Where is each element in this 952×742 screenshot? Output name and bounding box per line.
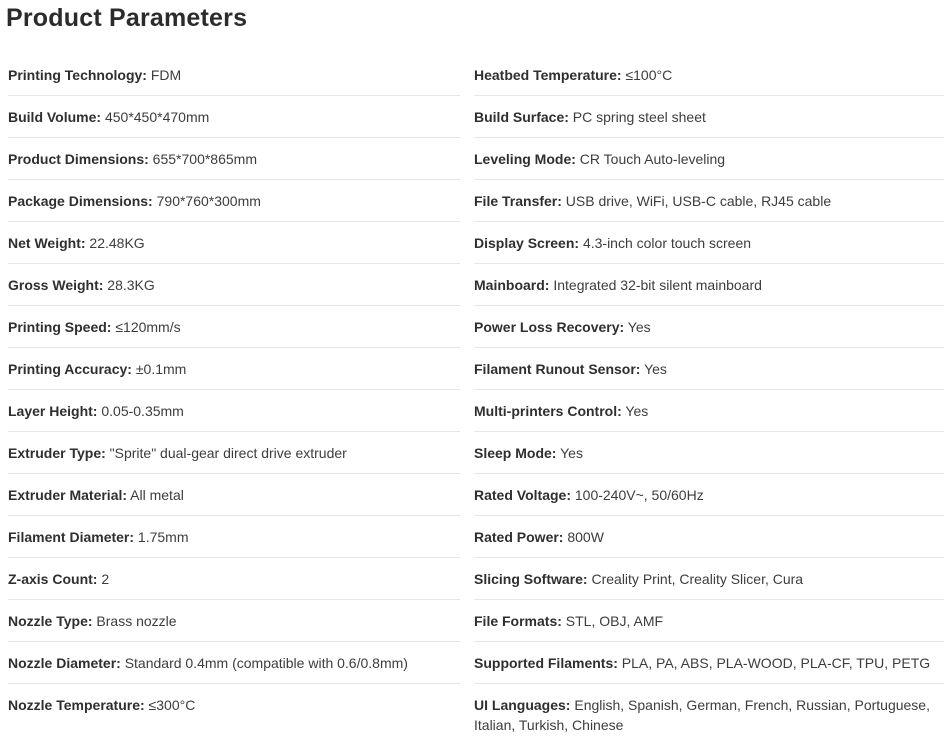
parameter-label: Gross Weight:	[8, 277, 104, 293]
table-row	[0, 264, 952, 306]
parameter-label: Layer Height:	[8, 403, 98, 419]
parameter-cell-right	[474, 516, 944, 558]
parameter-label: Build Surface:	[474, 109, 569, 125]
parameter-label: Nozzle Temperature:	[8, 697, 145, 713]
parameter-label: Multi-printers Control:	[474, 403, 622, 419]
parameter-label: Z-axis Count:	[8, 571, 98, 587]
parameter-label: Sleep Mode:	[474, 445, 557, 461]
parameter-cell-right	[474, 642, 944, 684]
parameter-label: Build Volume:	[8, 109, 102, 125]
parameter-value: 22.48KG	[85, 235, 145, 251]
parameter-label: Extruder Type:	[8, 445, 106, 461]
table-row	[0, 138, 952, 180]
parameter-label: Supported Filaments:	[474, 655, 618, 671]
parameter-cell-right	[474, 684, 944, 733]
parameter-label: Net Weight:	[8, 235, 86, 251]
parameter-label: Power Loss Recovery:	[474, 319, 625, 335]
table-row	[0, 600, 952, 642]
parameter-cell-right	[474, 390, 944, 432]
parameter-label: Extruder Material:	[8, 487, 128, 503]
parameter-cell-left	[8, 642, 460, 684]
parameter-value: 450*450*470mm	[101, 109, 210, 125]
parameter-cell-right	[474, 432, 944, 474]
parameter-cell-left	[8, 222, 460, 264]
parameter-label: Display Screen:	[474, 235, 580, 251]
parameter-value: Yes	[556, 445, 583, 461]
parameter-cell-left	[8, 558, 460, 600]
parameter-value: 800W	[563, 529, 604, 545]
parameter-value: Standard 0.4mm (compatible with 0.6/0.8mm)	[120, 655, 408, 671]
table-row	[0, 642, 952, 684]
parameter-value: All metal	[127, 487, 184, 503]
parameter-value: ≤100°C	[621, 67, 673, 83]
parameter-value: 790*760*300mm	[152, 193, 261, 209]
parameter-cell-right	[474, 54, 944, 96]
parameter-value: Creality Print, Creality Slicer, Cura	[587, 571, 804, 587]
table-row	[0, 390, 952, 432]
parameter-value: Yes	[624, 319, 651, 335]
parameter-value: 100-240V~, 50/60Hz	[570, 487, 704, 503]
parameter-value: FDM	[146, 67, 182, 83]
parameter-cell-right	[474, 222, 944, 264]
table-row	[0, 474, 952, 516]
parameter-value: USB drive, WiFi, USB-C cable, RJ45 cable	[561, 193, 832, 209]
parameter-value: 655*700*865mm	[148, 151, 257, 167]
parameter-label: Slicing Software:	[474, 571, 588, 587]
parameter-value: "Sprite" dual-gear direct drive extruder	[105, 445, 347, 461]
parameter-label: Nozzle Type:	[8, 613, 93, 629]
table-row	[0, 180, 952, 222]
parameter-cell-left	[8, 96, 460, 138]
parameter-cell-right	[474, 348, 944, 390]
table-row	[0, 222, 952, 264]
parameter-value: Yes	[621, 403, 649, 419]
parameter-value: 2	[97, 571, 110, 587]
parameter-cell-left	[8, 390, 460, 432]
parameter-value: STL, OBJ, AMF	[561, 613, 664, 629]
parameter-label: Product Dimensions:	[8, 151, 149, 167]
parameter-cell-right	[474, 474, 944, 516]
parameters-table	[0, 54, 952, 733]
parameter-cell-left	[8, 54, 460, 96]
parameter-value: 1.75mm	[134, 529, 189, 545]
parameter-value: PC spring steel sheet	[568, 109, 706, 125]
parameter-cell-right	[474, 558, 944, 600]
parameter-value: PLA, PA, ABS, PLA-WOOD, PLA-CF, TPU, PETG	[617, 655, 931, 671]
parameter-value: 4.3-inch color touch screen	[579, 235, 752, 251]
parameter-label: Filament Runout Sensor:	[474, 361, 641, 377]
table-row	[0, 516, 952, 558]
parameter-cell-left	[8, 432, 460, 474]
parameter-label: File Formats:	[474, 613, 562, 629]
parameter-label: Heatbed Temperature:	[474, 67, 622, 83]
parameter-label: Printing Technology:	[8, 67, 147, 83]
table-row	[0, 558, 952, 600]
parameter-cell-right	[474, 600, 944, 642]
table-row	[0, 432, 952, 474]
parameter-value: Integrated 32-bit silent mainboard	[549, 277, 762, 293]
parameter-value: 28.3KG	[103, 277, 155, 293]
parameter-value: ±0.1mm	[131, 361, 187, 377]
parameter-label: UI Languages:	[474, 697, 571, 713]
parameter-cell-right	[474, 138, 944, 180]
parameter-label: Filament Diameter:	[8, 529, 135, 545]
parameter-label: Printing Accuracy:	[8, 361, 132, 377]
table-row	[0, 684, 952, 733]
parameter-value: English, Spanish, German, French, Russian, Portuguese, Italian, Turkish, Chinese	[474, 697, 930, 733]
parameter-cell-left	[8, 474, 460, 516]
parameter-value: 0.05-0.35mm	[97, 403, 184, 419]
parameter-value: Brass nozzle	[92, 613, 177, 629]
parameter-cell-right	[474, 180, 944, 222]
parameter-cell-left	[8, 264, 460, 306]
parameter-cell-left	[8, 516, 460, 558]
parameter-cell-left	[8, 348, 460, 390]
table-row	[0, 96, 952, 138]
table-row	[0, 306, 952, 348]
parameter-cell-left	[8, 600, 460, 642]
parameter-label: Package Dimensions:	[8, 193, 153, 209]
parameter-cell-right	[474, 306, 944, 348]
parameter-label: Printing Speed:	[8, 319, 112, 335]
parameter-cell-right	[474, 264, 944, 306]
parameter-value: CR Touch Auto-leveling	[575, 151, 726, 167]
parameter-cell-left	[8, 180, 460, 222]
parameter-value: Yes	[640, 361, 667, 377]
parameter-cell-left	[8, 138, 460, 180]
parameter-label: Nozzle Diameter:	[8, 655, 121, 671]
page-title: Product Parameters	[6, 4, 248, 32]
parameter-label: File Transfer:	[474, 193, 562, 209]
parameter-value: ≤120mm/s	[111, 319, 181, 335]
parameter-label: Mainboard:	[474, 277, 550, 293]
parameter-label: Rated Power:	[474, 529, 564, 545]
parameter-label: Rated Voltage:	[474, 487, 571, 503]
parameter-cell-left	[8, 684, 460, 726]
parameter-label: Leveling Mode:	[474, 151, 576, 167]
table-row	[0, 348, 952, 390]
parameter-cell-left	[8, 306, 460, 348]
parameter-cell-right	[474, 96, 944, 138]
parameter-value: ≤300°C	[144, 697, 196, 713]
table-row	[0, 54, 952, 96]
